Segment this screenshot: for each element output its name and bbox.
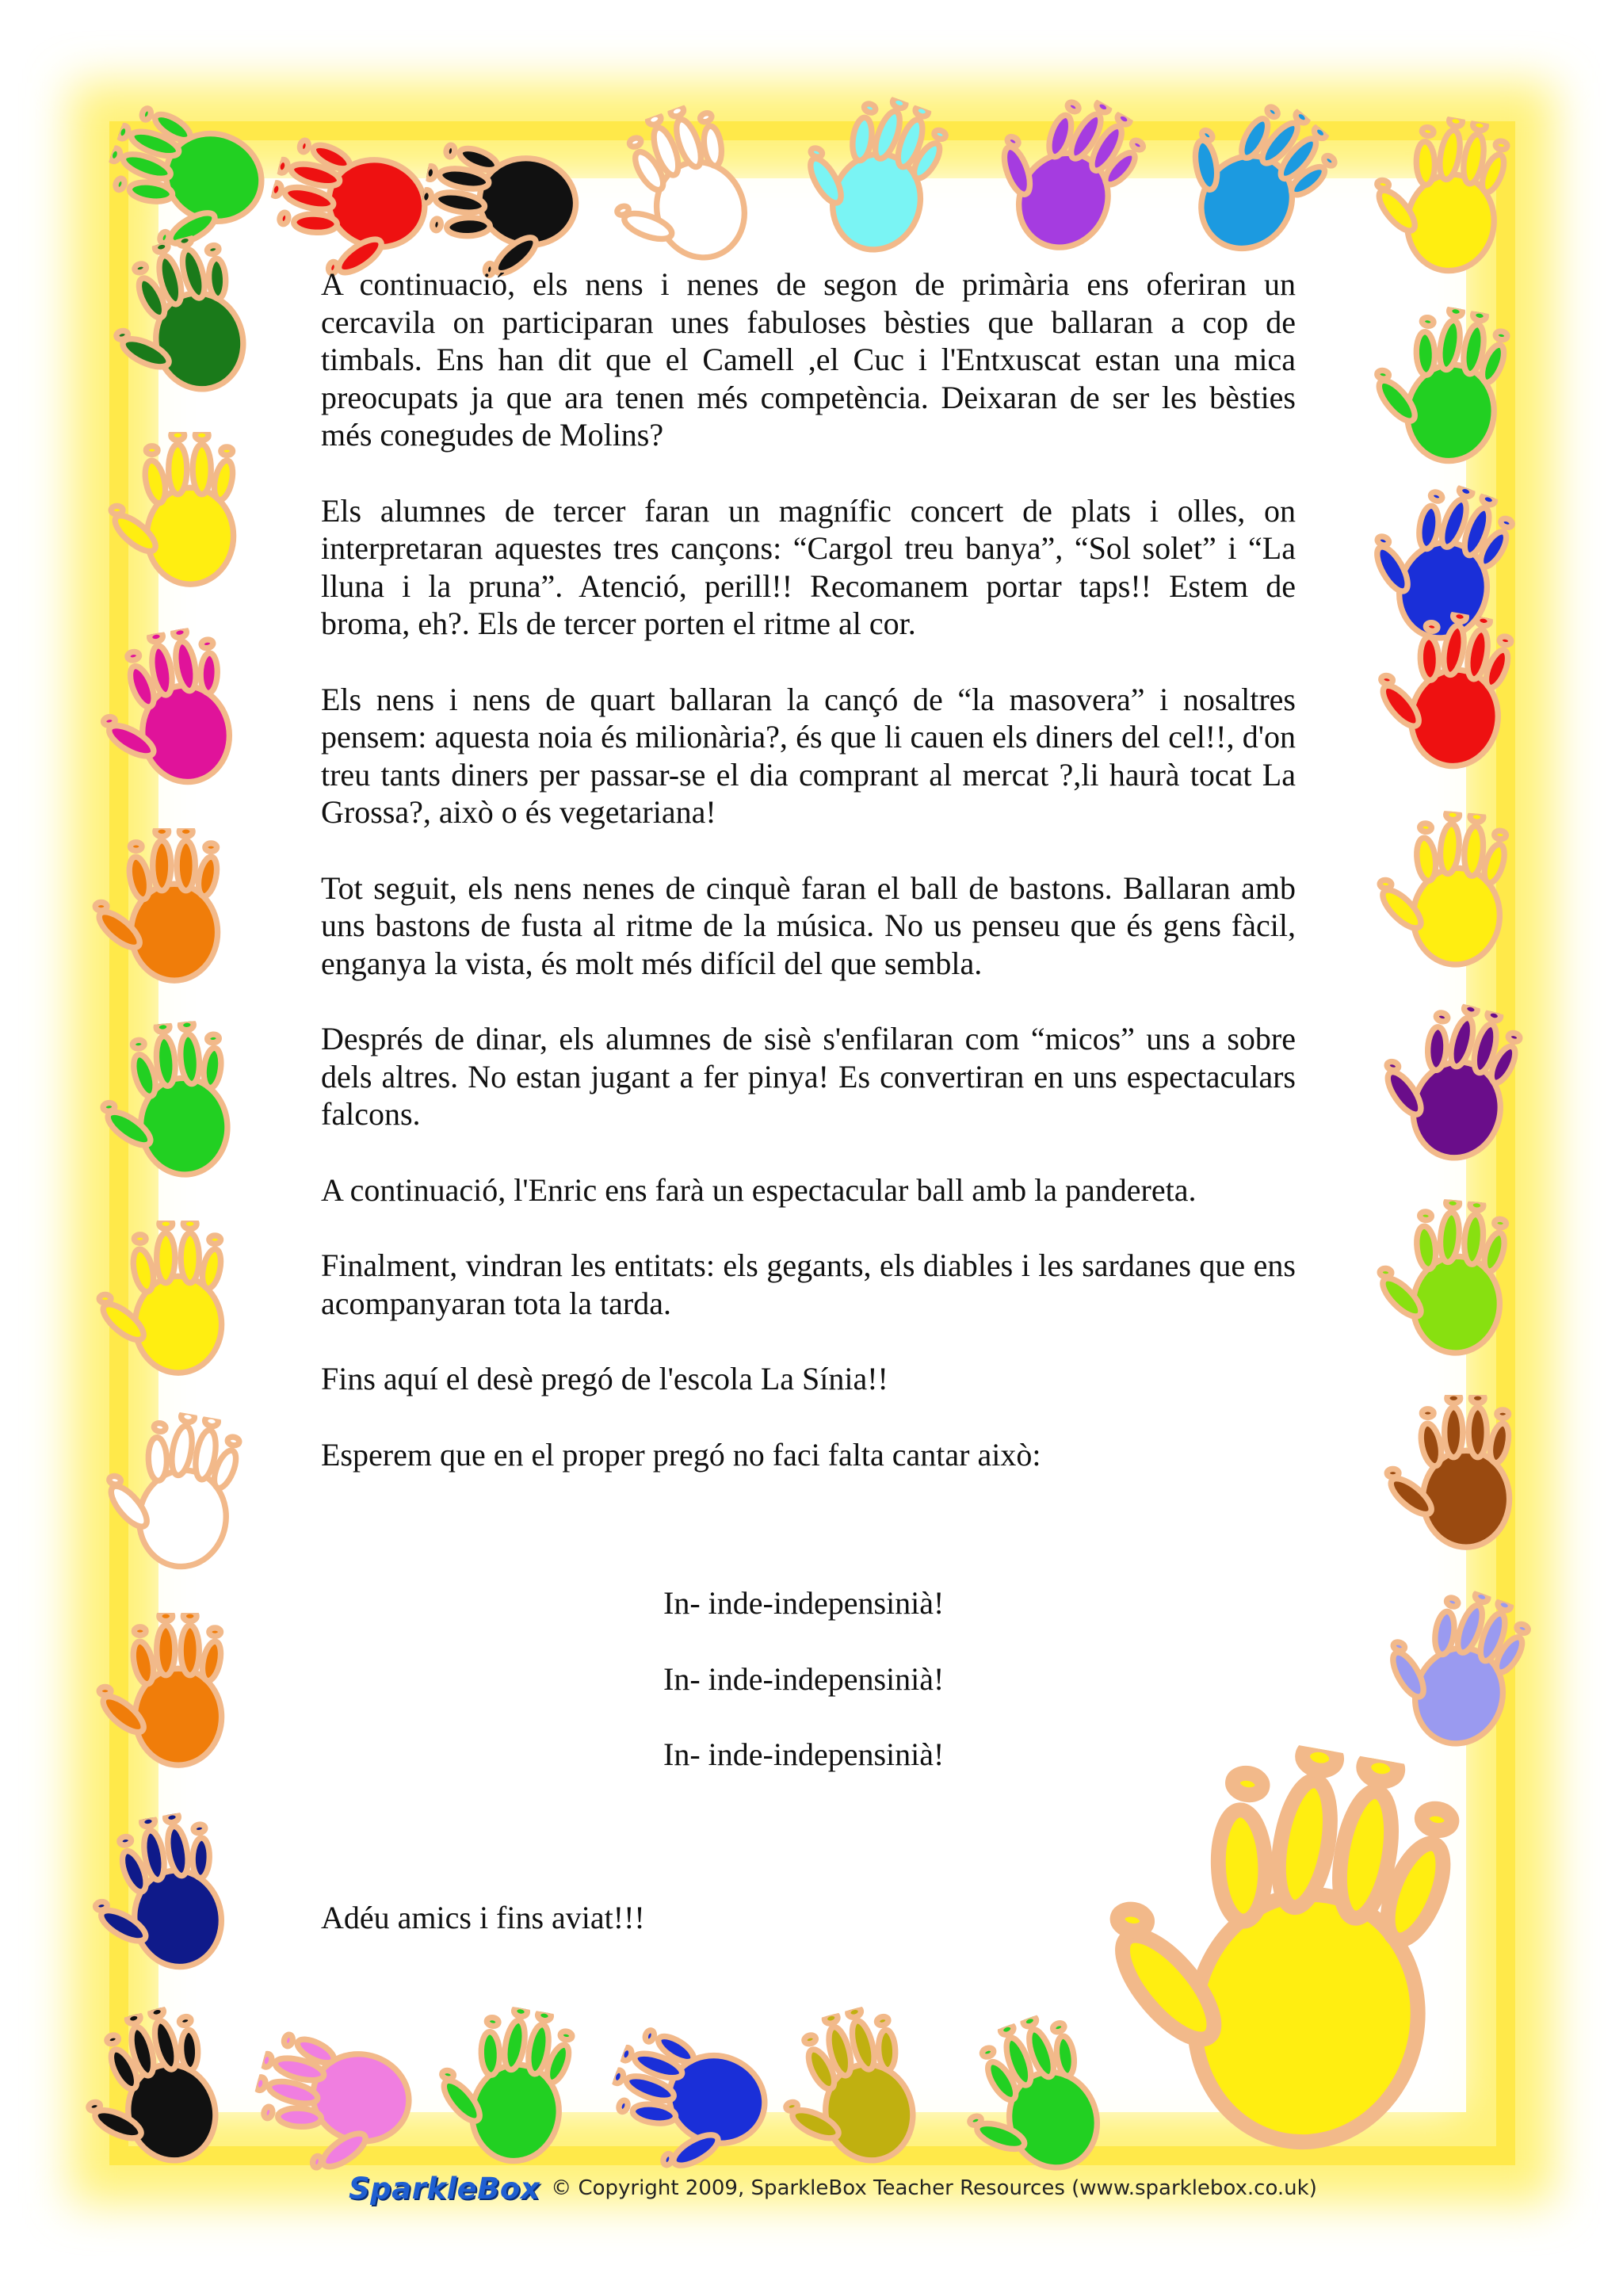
farewell-line: Adéu amics i fins aviat!!! — [321, 1900, 645, 1935]
paragraph-entitats: Finalment, vindran les entitats: els gegants, els diables i les sardanes que ens acompanyaran tota la tarda. — [321, 1247, 1296, 1321]
paragraph-quart: Els nens i nens de quart ballaran la cançó de “la masovera” i nosaltres pensem: aquesta noia és milionària?, és que li cauen els diners del cel!!, d'on treu tants diners per passar-se el dia comprant al mercat ?,li haurà tocat La Grossa?, això o és vegetariana! — [321, 681, 1296, 830]
paragraph-fins-aqui: Fins aquí el desè pregó de l'escola La Sínia!! — [321, 1361, 888, 1396]
paragraph-sise: Després de dinar, els alumnes de sisè s'enfilaran com “micos” uns a sobre dels altres. No estan jugant a fer pinya! Es convertiran en uns espectaculars falcons. — [321, 1021, 1296, 1132]
chant-block — [321, 1584, 1296, 1774]
chant-line: In- inde-indepensinià! — [663, 1585, 945, 1621]
paragraph-esperem: Esperem que en el proper pregó no faci falta cantar això: — [321, 1436, 1041, 1473]
paragraph-tercer: Els alumnes de tercer faran un magnífic concert de plats i olles, on interpretaran aquestes tres cançons: “Cargol treu banya”, “Sol solet” i “La lluna i la pruna”. Atenció, perill!! Recomanem portar taps!! Estem de broma, eh?. Els de tercer porten el ritme al cor. — [321, 492, 1296, 641]
chant-line: In- inde-indepensinià! — [663, 1660, 945, 1697]
paragraph-cinque: Tot seguit, els nens nenes de cinquè faran el ball de bastons. Ballaran amb uns bastons de fusta al ritme de la música. No us penseu que és gens fàcil, enganya la vista, és molt més difícil del que sembla. — [321, 869, 1296, 981]
sparklebox-logo: SparkleBox — [349, 2171, 540, 2206]
copyright-text: © Copyright 2009, SparkleBox Teacher Resources (www.sparklebox.co.uk) — [551, 2176, 1317, 2200]
chant-line: In- inde-indepensinià! — [663, 1736, 945, 1772]
footer — [349, 2168, 1317, 2209]
paragraph-segon: A continuació, els nens i nenes de segon de primària ens oferiran un cercavila on participaran unes fabuloses bèsties que ballaran a cop de timbals. Ens han dit que el Camell ,el Cuc i l'Entxuscat estan una mica preocupats ja que ara tenen més competència. Deixaran de ser les bèsties més conegudes de Molins? — [321, 266, 1296, 453]
letter-body — [321, 266, 1296, 1812]
paragraph-enric: A continuació, l'Enric ens farà un espectacular ball amb la pandereta. — [321, 1171, 1197, 1208]
